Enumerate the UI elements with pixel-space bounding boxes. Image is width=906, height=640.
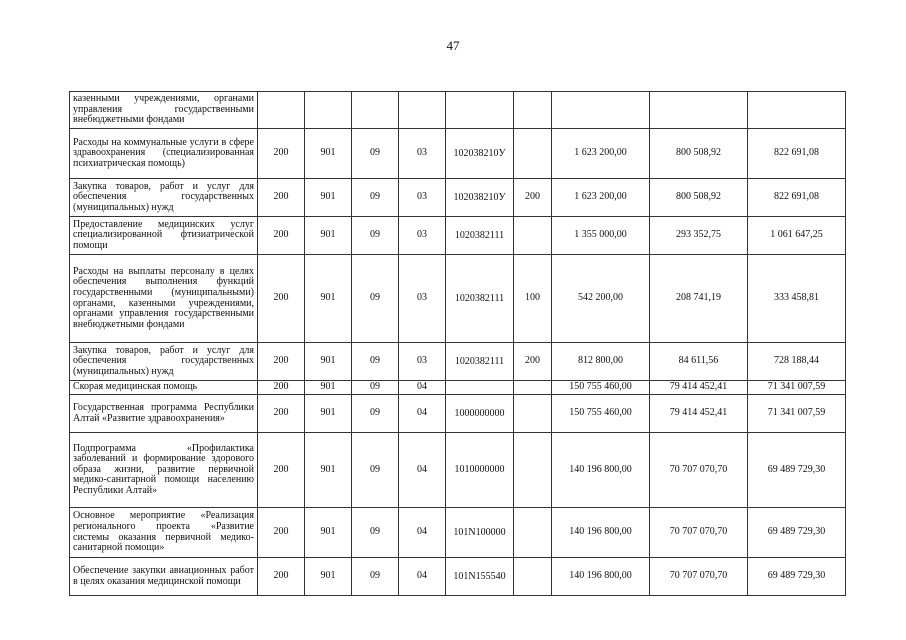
expense-type-cell: 200 [514,179,552,217]
remainder-amount-cell: 822 691,08 [748,179,846,217]
code-cell: 200 [258,217,305,255]
code-cell: 200 [258,381,305,395]
target-article-cell: 1010000000 [446,433,514,508]
expense-type-cell [514,217,552,255]
table-row [70,217,846,255]
table-row [70,381,846,395]
row-description: Закупка товаров, работ и услуг для обеспечения государственных (муниципальных) нужд [70,343,258,381]
expense-type-cell [514,508,552,558]
ministry-cell: 901 [305,129,352,179]
target-article-cell: 1020382111 [446,255,514,343]
executed-amount-cell: 208 741,19 [650,255,748,343]
target-article-cell: 102038210У [446,179,514,217]
subsection-cell: 04 [399,395,446,433]
remainder-amount-cell: 69 489 729,30 [748,508,846,558]
approved-amount-cell: 1 355 000,00 [552,217,650,255]
ministry-cell: 901 [305,381,352,395]
code-cell: 200 [258,395,305,433]
target-article-cell: 102038210У [446,129,514,179]
approved-amount-cell: 140 196 800,00 [552,508,650,558]
remainder-amount-cell: 333 458,81 [748,255,846,343]
code-cell: 200 [258,255,305,343]
section-cell: 09 [352,129,399,179]
code-cell: 200 [258,179,305,217]
executed-amount-cell: 70 707 070,70 [650,558,748,596]
subsection-cell: 04 [399,381,446,395]
expense-type-cell [514,433,552,508]
approved-amount-cell: 140 196 800,00 [552,433,650,508]
executed-amount-cell: 79 414 452,41 [650,381,748,395]
ministry-cell: 901 [305,508,352,558]
executed-amount-cell [650,92,748,129]
ministry-cell: 901 [305,179,352,217]
section-cell: 09 [352,558,399,596]
code-cell: 200 [258,129,305,179]
remainder-amount-cell [748,92,846,129]
ministry-cell: 901 [305,558,352,596]
remainder-amount-cell: 1 061 647,25 [748,217,846,255]
section-cell: 09 [352,395,399,433]
ministry-cell: 901 [305,255,352,343]
executed-amount-cell: 800 508,92 [650,129,748,179]
subsection-cell: 03 [399,179,446,217]
row-description: Расходы на выплаты персоналу в целях обеспечения выполнения функций государственными (муниципальными) органами, казенными учреждениями, органами управления государственными внебюджетными фондами [70,255,258,343]
ministry-cell: 901 [305,217,352,255]
subsection-cell: 03 [399,129,446,179]
section-cell: 09 [352,433,399,508]
target-article-cell: 1000000000 [446,395,514,433]
approved-amount-cell [552,92,650,129]
remainder-amount-cell: 822 691,08 [748,129,846,179]
target-article-cell: 1020382111 [446,217,514,255]
expense-type-cell [514,395,552,433]
subsection-cell: 04 [399,558,446,596]
expense-type-cell: 100 [514,255,552,343]
budget-table [69,91,846,596]
row-description: Подпрограмма «Профилактика заболеваний и формирование здорового образа жизни, развитие первичной медико-санитарной помощи населению Республики Алтай» [70,433,258,508]
subsection-cell: 04 [399,433,446,508]
row-description: Скорая медицинская помощь [70,381,258,395]
table-row [70,255,846,343]
subsection-cell [399,92,446,129]
row-description: Расходы на коммунальные услуги в сфере здравоохранения (специализированная психиатрическая помощь) [70,129,258,179]
code-cell [258,92,305,129]
subsection-cell: 03 [399,255,446,343]
executed-amount-cell: 70 707 070,70 [650,433,748,508]
ministry-cell: 901 [305,395,352,433]
section-cell: 09 [352,381,399,395]
remainder-amount-cell: 69 489 729,30 [748,558,846,596]
target-article-cell: 1020382111 [446,343,514,381]
remainder-amount-cell: 69 489 729,30 [748,433,846,508]
section-cell [352,92,399,129]
table-row [70,92,846,129]
expense-type-cell [514,129,552,179]
approved-amount-cell: 1 623 200,00 [552,179,650,217]
section-cell: 09 [352,508,399,558]
approved-amount-cell: 140 196 800,00 [552,558,650,596]
page-number: 47 [446,38,460,53]
section-cell: 09 [352,343,399,381]
subsection-cell: 03 [399,343,446,381]
approved-amount-cell: 812 800,00 [552,343,650,381]
table-row [70,433,846,508]
executed-amount-cell: 70 707 070,70 [650,508,748,558]
ministry-cell [305,92,352,129]
code-cell: 200 [258,343,305,381]
target-article-cell [446,381,514,395]
subsection-cell: 03 [399,217,446,255]
section-cell: 09 [352,179,399,217]
expense-type-cell [514,381,552,395]
expense-type-cell: 200 [514,343,552,381]
row-description: Основное мероприятие «Реализация регионального проекта «Развитие системы оказания первичной медико-санитарной помощи» [70,508,258,558]
code-cell: 200 [258,558,305,596]
section-cell: 09 [352,255,399,343]
row-description: Обеспечение закупки авиационных работ в целях оказания медицинской помощи [70,558,258,596]
expense-type-cell [514,558,552,596]
target-article-cell: 101N100000 [446,508,514,558]
subsection-cell: 04 [399,508,446,558]
expense-type-cell [514,92,552,129]
ministry-cell: 901 [305,343,352,381]
code-cell: 200 [258,508,305,558]
target-article-cell: 101N155540 [446,558,514,596]
row-description: казенными учреждениями, органами управления государственными внебюджетными фондами [70,92,258,129]
approved-amount-cell: 542 200,00 [552,255,650,343]
section-cell: 09 [352,217,399,255]
executed-amount-cell: 293 352,75 [650,217,748,255]
table-row [70,179,846,217]
table-row [70,558,846,596]
approved-amount-cell: 1 623 200,00 [552,129,650,179]
approved-amount-cell: 150 755 460,00 [552,395,650,433]
executed-amount-cell: 800 508,92 [650,179,748,217]
row-description: Закупка товаров, работ и услуг для обеспечения государственных (муниципальных) нужд [70,179,258,217]
remainder-amount-cell: 71 341 007,59 [748,381,846,395]
table-row [70,395,846,433]
remainder-amount-cell: 728 188,44 [748,343,846,381]
approved-amount-cell: 150 755 460,00 [552,381,650,395]
row-description: Предоставление медицинских услуг специализированной фтизиатрической помощи [70,217,258,255]
target-article-cell [446,92,514,129]
executed-amount-cell: 79 414 452,41 [650,395,748,433]
ministry-cell: 901 [305,433,352,508]
table-row [70,508,846,558]
remainder-amount-cell: 71 341 007,59 [748,395,846,433]
table-row [70,343,846,381]
executed-amount-cell: 84 611,56 [650,343,748,381]
code-cell: 200 [258,433,305,508]
table-row [70,129,846,179]
row-description: Государственная программа Республики Алтай «Развитие здравоохранения» [70,395,258,433]
